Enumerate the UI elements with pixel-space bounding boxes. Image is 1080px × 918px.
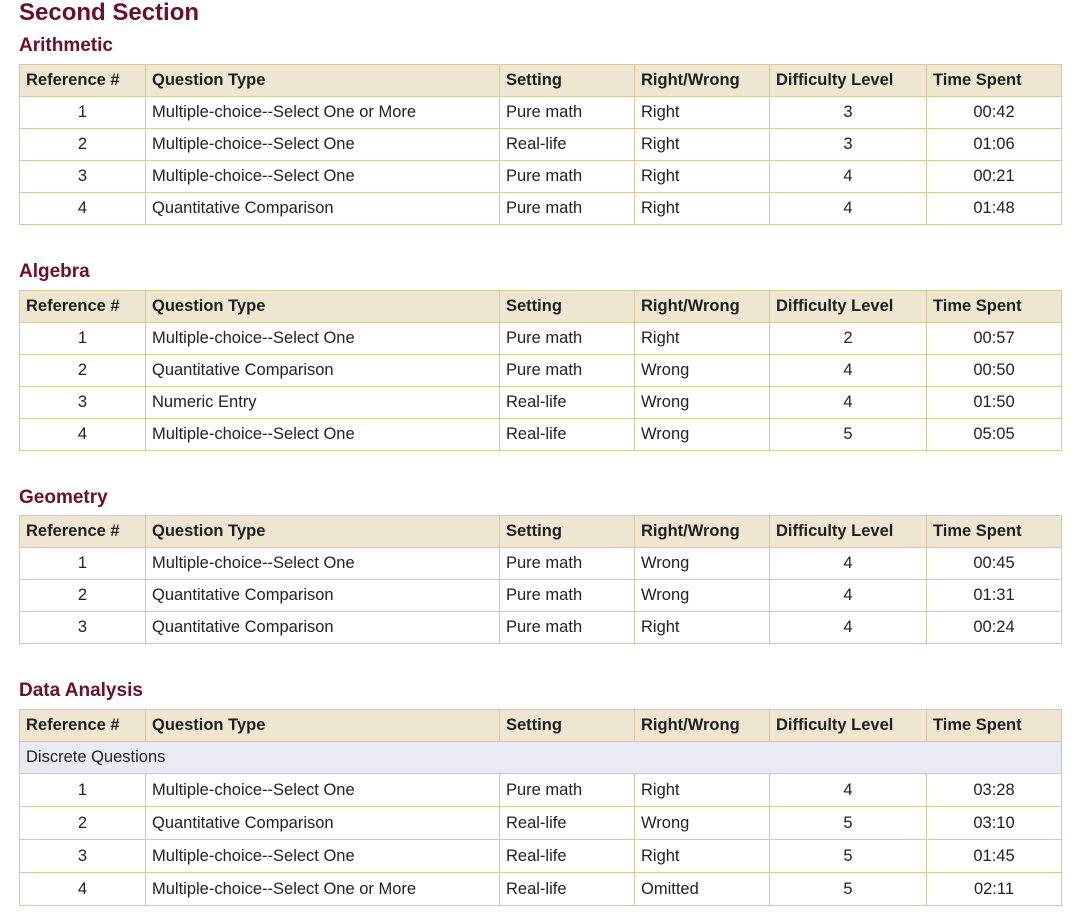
cell-difficulty: 4 [770, 161, 927, 193]
cell-question-type: Multiple-choice--Select One [146, 840, 500, 873]
cell-question-type: Multiple-choice--Select One [146, 161, 500, 193]
algebra-title: Algebra [19, 261, 90, 282]
cell-question-type: Quantitative Comparison [146, 612, 500, 644]
table-row [20, 129, 1062, 161]
cell-time-spent: 00:21 [927, 161, 1062, 193]
cell-setting: Real-life [500, 873, 635, 906]
cell-right-wrong: Wrong [635, 580, 770, 612]
geometry-table [19, 515, 1062, 644]
data-analysis-title: Data Analysis [19, 680, 143, 701]
cell-difficulty: 4 [770, 580, 927, 612]
geometry-title: Geometry [19, 487, 108, 508]
header-right-wrong: Right/Wrong [635, 65, 770, 97]
header-question-type: Question Type [146, 710, 500, 742]
data-analysis-table [19, 709, 1062, 906]
cell-difficulty: 4 [770, 548, 927, 580]
table-row [20, 355, 1062, 387]
cell-time-spent: 03:10 [927, 807, 1062, 840]
table-header-row [20, 710, 1062, 742]
cell-difficulty: 5 [770, 840, 927, 873]
cell-time-spent: 00:45 [927, 548, 1062, 580]
cell-reference: 3 [20, 840, 146, 873]
cell-right-wrong: Omitted [635, 873, 770, 906]
table-row [20, 840, 1062, 873]
cell-setting: Pure math [500, 774, 635, 807]
table-row [20, 161, 1062, 193]
header-difficulty: Difficulty Level [770, 710, 927, 742]
cell-time-spent: 01:48 [927, 193, 1062, 225]
cell-right-wrong: Right [635, 612, 770, 644]
cell-question-type: Quantitative Comparison [146, 193, 500, 225]
header-question-type: Question Type [146, 291, 500, 323]
section-title: Second Section [19, 0, 200, 26]
cell-setting: Pure math [500, 548, 635, 580]
header-difficulty: Difficulty Level [770, 516, 927, 548]
cell-difficulty: 3 [770, 129, 927, 161]
cell-difficulty: 2 [770, 323, 927, 355]
cell-setting: Real-life [500, 387, 635, 419]
cell-reference: 4 [20, 873, 146, 906]
cell-question-type: Multiple-choice--Select One or More [146, 873, 500, 906]
cell-setting: Pure math [500, 355, 635, 387]
arithmetic-title: Arithmetic [19, 35, 113, 56]
cell-question-type: Multiple-choice--Select One [146, 548, 500, 580]
cell-right-wrong: Right [635, 774, 770, 807]
cell-difficulty: 4 [770, 193, 927, 225]
cell-reference: 3 [20, 387, 146, 419]
cell-question-type: Multiple-choice--Select One [146, 323, 500, 355]
cell-right-wrong: Right [635, 840, 770, 873]
cell-difficulty: 5 [770, 419, 927, 451]
header-time-spent: Time Spent [927, 291, 1062, 323]
header-setting: Setting [500, 710, 635, 742]
header-setting: Setting [500, 291, 635, 323]
cell-difficulty: 4 [770, 774, 927, 807]
cell-reference: 1 [20, 774, 146, 807]
cell-reference: 1 [20, 548, 146, 580]
header-question-type: Question Type [146, 65, 500, 97]
cell-reference: 3 [20, 612, 146, 644]
cell-right-wrong: Right [635, 193, 770, 225]
table-row [20, 873, 1062, 906]
cell-right-wrong: Wrong [635, 355, 770, 387]
cell-time-spent: 01:06 [927, 129, 1062, 161]
cell-difficulty: 4 [770, 387, 927, 419]
table-row [20, 774, 1062, 807]
cell-reference: 1 [20, 97, 146, 129]
table-row [20, 419, 1062, 451]
cell-setting: Real-life [500, 807, 635, 840]
header-question-type: Question Type [146, 516, 500, 548]
header-reference: Reference # [20, 710, 146, 742]
cell-question-type: Quantitative Comparison [146, 355, 500, 387]
header-reference: Reference # [20, 291, 146, 323]
cell-time-spent: 01:45 [927, 840, 1062, 873]
cell-setting: Pure math [500, 323, 635, 355]
cell-question-type: Numeric Entry [146, 387, 500, 419]
table-header-row [20, 291, 1062, 323]
cell-reference: 2 [20, 580, 146, 612]
cell-right-wrong: Right [635, 97, 770, 129]
cell-difficulty: 5 [770, 807, 927, 840]
cell-time-spent: 05:05 [927, 419, 1062, 451]
table-header-row [20, 516, 1062, 548]
cell-difficulty: 3 [770, 97, 927, 129]
header-right-wrong: Right/Wrong [635, 291, 770, 323]
cell-right-wrong: Wrong [635, 548, 770, 580]
cell-difficulty: 4 [770, 612, 927, 644]
table-row [20, 387, 1062, 419]
header-setting: Setting [500, 65, 635, 97]
table-row [20, 97, 1062, 129]
header-setting: Setting [500, 516, 635, 548]
cell-reference: 4 [20, 193, 146, 225]
header-difficulty: Difficulty Level [770, 291, 927, 323]
table-row [20, 323, 1062, 355]
cell-question-type: Multiple-choice--Select One [146, 129, 500, 161]
header-right-wrong: Right/Wrong [635, 710, 770, 742]
cell-question-type: Multiple-choice--Select One [146, 774, 500, 807]
cell-time-spent: 00:42 [927, 97, 1062, 129]
cell-reference: 2 [20, 807, 146, 840]
header-reference: Reference # [20, 516, 146, 548]
cell-time-spent: 01:31 [927, 580, 1062, 612]
cell-time-spent: 03:28 [927, 774, 1062, 807]
cell-reference: 1 [20, 323, 146, 355]
cell-right-wrong: Wrong [635, 387, 770, 419]
cell-time-spent: 00:50 [927, 355, 1062, 387]
cell-setting: Pure math [500, 97, 635, 129]
cell-setting: Pure math [500, 193, 635, 225]
cell-right-wrong: Wrong [635, 419, 770, 451]
table-row [20, 612, 1062, 644]
cell-difficulty: 5 [770, 873, 927, 906]
cell-setting: Real-life [500, 129, 635, 161]
header-reference: Reference # [20, 65, 146, 97]
group-row [20, 742, 1062, 774]
cell-setting: Pure math [500, 580, 635, 612]
cell-setting: Real-life [500, 419, 635, 451]
arithmetic-table [19, 64, 1062, 225]
cell-right-wrong: Right [635, 129, 770, 161]
cell-reference: 2 [20, 355, 146, 387]
cell-right-wrong: Wrong [635, 807, 770, 840]
table-row [20, 548, 1062, 580]
cell-question-type: Multiple-choice--Select One [146, 419, 500, 451]
cell-reference: 4 [20, 419, 146, 451]
algebra-table [19, 290, 1062, 451]
cell-time-spent: 00:24 [927, 612, 1062, 644]
cell-difficulty: 4 [770, 355, 927, 387]
table-row [20, 580, 1062, 612]
table-row [20, 807, 1062, 840]
cell-time-spent: 00:57 [927, 323, 1062, 355]
cell-setting: Pure math [500, 612, 635, 644]
cell-right-wrong: Right [635, 323, 770, 355]
table-header-row [20, 65, 1062, 97]
cell-time-spent: 01:50 [927, 387, 1062, 419]
header-time-spent: Time Spent [927, 65, 1062, 97]
group-label: Discrete Questions [20, 742, 1062, 774]
table-row [20, 193, 1062, 225]
cell-setting: Pure math [500, 161, 635, 193]
cell-question-type: Quantitative Comparison [146, 580, 500, 612]
cell-reference: 3 [20, 161, 146, 193]
header-time-spent: Time Spent [927, 516, 1062, 548]
header-time-spent: Time Spent [927, 710, 1062, 742]
header-right-wrong: Right/Wrong [635, 516, 770, 548]
cell-setting: Real-life [500, 840, 635, 873]
header-difficulty: Difficulty Level [770, 65, 927, 97]
cell-question-type: Multiple-choice--Select One or More [146, 97, 500, 129]
cell-reference: 2 [20, 129, 146, 161]
cell-right-wrong: Right [635, 161, 770, 193]
cell-question-type: Quantitative Comparison [146, 807, 500, 840]
cell-time-spent: 02:11 [927, 873, 1062, 906]
